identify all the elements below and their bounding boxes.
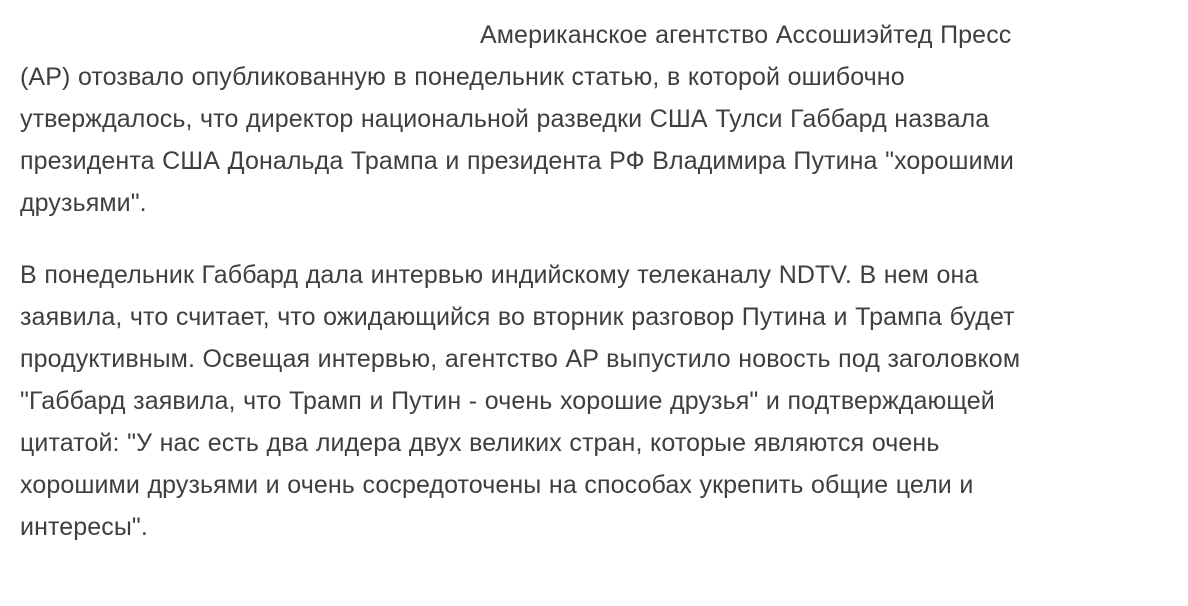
article-paragraph-2: В понедельник Габбард дала интервью индийскому телеканалу NDTV. В нем она заявила, что считает, что ожидающийся во вторник разговор Путина и Трампа будет продуктивным. Освещая интервью, агентство AP выпустило новость под заголовком "Габбард заявила, что Трамп и Путин - очень хорошие друзья" и подтверждающей цитатой: "У нас есть два лидера двух великих стран, которые являются очень хорошими друзьями и очень сосредоточены на способах укрепить общие цели и интересы". <box>20 261 1021 541</box>
article-paragraph-1: Американское агентство Ассошиэйтед Пресс (AP) отозвало опубликованную в понедельник статью, в которой ошибочно утверждалось, что директор национальной разведки США Тулси Габбард назвала президента США Дональда Трампа и президента РФ Владимира Путина "хорошими друзьями". <box>20 21 1014 217</box>
